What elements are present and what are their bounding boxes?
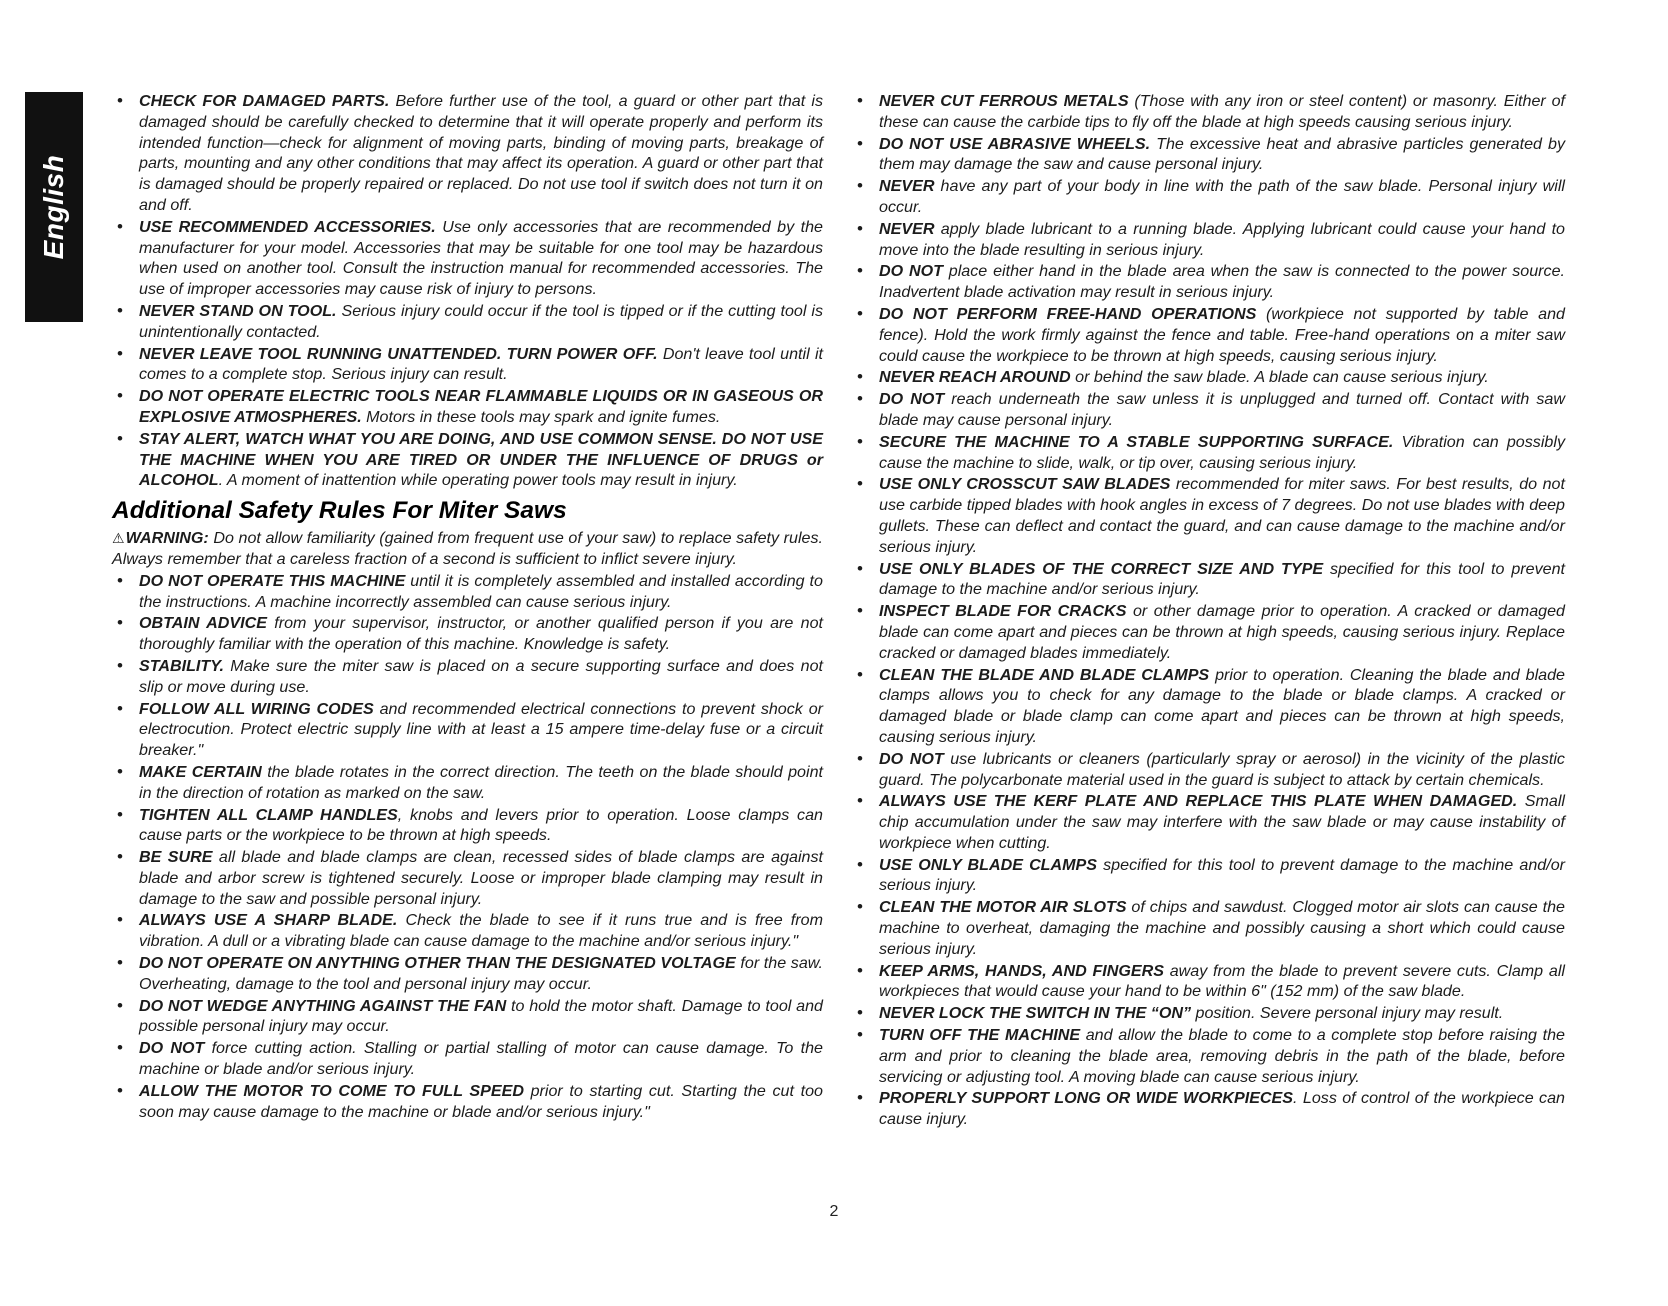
rule-heading: DO NOT USE ABRASIVE WHEELS.: [879, 134, 1151, 153]
rule-text: , knobs and levers prior to operation. Loose clamps can cause parts or the workpiece to be thrown at high speeds.: [139, 805, 823, 845]
rule-heading: NEVER REACH AROUND: [879, 368, 1071, 387]
rule-text: Serious injury could occur if the tool is tipped or if the cutting tool is unintentionally contacted.: [139, 301, 824, 341]
rule-heading: DO NOT PERFORM FREE-HAND OPERATIONS: [879, 304, 1257, 323]
safety-rule-item: [857, 665, 1565, 748]
rule-text: The excessive heat and abrasive particles generated by them may damage the saw and cause personal injury.: [879, 134, 1565, 174]
rule-heading: USE RECOMMENDED ACCESSORIES.: [139, 217, 436, 236]
warning-label: WARNING:: [125, 529, 209, 548]
rule-heading: DO NOT: [879, 749, 944, 768]
rule-heading: MAKE CERTAIN: [139, 762, 262, 781]
rule-heading: NEVER: [879, 219, 935, 238]
safety-rule-item: [857, 791, 1565, 853]
rule-text: (workpiece not supported by table and fence). Hold the work firmly against the fence and table. Free-hand operations on a miter saw could cause the workpiece to be thrown at high speeds, causing serious injury.: [879, 304, 1566, 365]
rule-text: Vibration can possibly cause the machine to slide, walk, or tip over, causing serious injury.: [879, 432, 1565, 472]
rule-heading: STABILITY.: [139, 656, 224, 675]
safety-rule-item: [857, 219, 1565, 261]
rule-text: Before further use of the tool, a guard or other part that is damaged should be carefully checked to determine that it will operate properly and perform its intended function—check for alignment of moving parts, binding of moving parts, breakage of parts, mounting and any other conditions that may affect its operation. A guard or other part that is damaged should be properly repaired or replaced. Do not use tool if switch does not turn it on and off.: [139, 92, 823, 214]
rule-text: Make sure the miter saw is placed on a secure supporting surface and does not slip or move during use.: [139, 656, 823, 696]
safety-rule-item: [857, 1088, 1565, 1130]
rule-text: apply blade lubricant to a running blade. Applying lubricant could cause your hand to move into the blade resulting in serious injury.: [879, 219, 1565, 259]
rule-text: all blade and blade clamps are clean, recessed sides of blade clamps are against blade and arbor screw is tightened securely. Loose or improper blade clamping may result in damage to the saw and possible personal injury.: [139, 848, 824, 908]
rule-text: prior to starting cut. Starting the cut too soon may cause damage to the machine or blade and/or serious injury.": [139, 1081, 823, 1121]
rule-heading: TURN OFF THE MACHINE: [879, 1026, 1081, 1045]
rule-heading: DO NOT OPERATE ON ANYTHING OTHER THAN THE DESIGNATED VOLTAGE: [139, 954, 736, 973]
rule-text: from your supervisor, instructor, or another qualified person if you are not thoroughly familiar with the operation of this machine. Knowledge is safety.: [139, 614, 823, 654]
rule-heading: PROPERLY SUPPORT LONG OR WIDE WORKPIECES: [879, 1089, 1294, 1108]
rule-heading: STAY ALERT, WATCH WHAT YOU ARE DOING, AND USE COMMON SENSE. DO NOT USE THE MACHINE WHEN YOU ARE TIRED OR UNDER THE INFLUENCE OF DRUGS or ALCOHOL: [139, 429, 823, 490]
rule-text: prior to operation. Cleaning the blade and blade clamps allows you to check for any damage to the blade or blade clamps. A cracked or damaged blade or blade clamp can come apart and pieces can be thrown at high speeds, causing serious injury.: [879, 665, 1566, 746]
rule-heading: FOLLOW ALL WIRING CODES: [139, 699, 374, 718]
safety-rule-item: [857, 91, 1565, 133]
rule-text: Use only accessories that are recommended by the manufacturer for your model. Accessories that may be suitable for one tool may be hazardous when used on another tool. Consult the instruction manual for recommended accessories. The use of improper accessories may cause risk of injury to persons.: [139, 217, 823, 299]
safety-rule-item: [117, 996, 823, 1038]
rule-heading: DO NOT: [139, 1039, 205, 1058]
rule-heading: INSPECT BLADE FOR CRACKS: [879, 602, 1127, 621]
language-side-tab: [25, 92, 83, 322]
rule-text: force cutting action. Stalling or partial stalling of motor can cause damage. To the machine or blade and/or serious injury.: [139, 1039, 823, 1079]
safety-rule-item: [857, 134, 1565, 176]
safety-rule-item: [117, 301, 823, 343]
safety-rule-item: [117, 1081, 823, 1123]
rule-heading: NEVER: [879, 177, 935, 196]
rule-heading: ALWAYS USE THE KERF PLATE AND REPLACE THIS PLATE WHEN DAMAGED.: [879, 792, 1518, 811]
safety-rule-item: [857, 176, 1565, 218]
rule-heading: DO NOT OPERATE ELECTRIC TOOLS NEAR FLAMMABLE LIQUIDS OR IN GASEOUS OR EXPLOSIVE ATMOSPHERES.: [139, 387, 823, 426]
rule-text: . Loss of control of the workpiece can cause injury.: [879, 1089, 1565, 1129]
safety-rule-item: [117, 91, 823, 216]
safety-rule-item: [117, 613, 823, 655]
left-column: [112, 91, 824, 1123]
safety-rule-item: [857, 601, 1565, 663]
rule-text: the blade rotates in the correct direction. The teeth on the blade should point in the direction of rotation as marked on the saw.: [139, 762, 823, 802]
rule-heading: ALWAYS USE A SHARP BLADE.: [139, 911, 398, 930]
rule-text: or behind the saw blade. A blade can cause serious injury.: [1070, 368, 1489, 387]
safety-rule-item: [857, 1025, 1565, 1087]
safety-rule-item: [117, 656, 823, 698]
section-title: Additional Safety Rules For Miter Saws: [112, 497, 567, 525]
rule-text: and recommended electrical connections to prevent shock or electrocution. Protect electric supply line with at least a 15 ampere time-delay fuse or a circuit breaker.": [139, 699, 824, 760]
rule-heading: DO NOT WEDGE ANYTHING AGAINST THE FAN: [139, 996, 507, 1015]
rule-text: Check the blade to see if it runs true and is free from vibration. A dull or a vibrating blade can cause damage to the machine and/or serious injury.": [139, 911, 823, 951]
rule-heading: NEVER STAND ON TOOL.: [139, 301, 337, 320]
miter-saw-rules-list-continued: [857, 91, 1565, 1130]
warning-paragraph: [112, 528, 823, 570]
rule-text: (Those with any iron or steel content) or masonry. Either of these can cause the carbide tips to fly off the blade at high speeds causing serious injury.: [879, 92, 1565, 131]
safety-rule-item: [117, 429, 823, 491]
rule-text: Motors in these tools may spark and ignite fumes.: [361, 407, 721, 426]
safety-rule-item: [857, 897, 1565, 959]
safety-rule-item: [117, 762, 823, 804]
rule-heading: DO NOT OPERATE THIS MACHINE: [139, 571, 406, 590]
rule-text: specified for this tool to prevent damage to the machine and/or serious injury.: [879, 559, 1565, 599]
safety-rule-item: [857, 389, 1565, 431]
miter-saw-rules-list: [117, 571, 823, 1123]
rule-heading: ALLOW THE MOTOR TO COME TO FULL SPEED: [139, 1081, 524, 1100]
safety-rule-item: [857, 749, 1565, 791]
rule-text: reach underneath the saw unless it is unplugged and turned off. Contact with saw blade may cause personal injury.: [879, 390, 1565, 429]
rule-text: for the saw. Overheating, damage to the tool and personal injury may occur.: [139, 954, 823, 993]
rule-heading: NEVER CUT FERROUS METALS: [879, 92, 1129, 110]
warning-triangle-icon: ⚠: [112, 530, 125, 547]
safety-rule-item: [117, 910, 823, 952]
safety-rule-item: [117, 217, 823, 300]
safety-rule-item: [117, 344, 823, 386]
rule-heading: KEEP ARMS, HANDS, AND FINGERS: [879, 961, 1164, 980]
language-label: English: [38, 154, 69, 260]
rule-heading: TIGHTEN ALL CLAMP HANDLES: [139, 805, 398, 824]
safety-rule-item: [117, 699, 823, 761]
rule-text: recommended for miter saws. For best results, do not use carbide tipped blades with hook angles in excess of 7 degrees. Do not use blades with deep gullets. These can deflect and contact the guard, and can cause damage to the machine and/or serious injury.: [879, 475, 1565, 556]
general-safety-list: [117, 91, 823, 491]
rule-text: and allow the blade to come to a complete stop before raising the arm and prior to cleaning the blade area, removing debris in the path of the blade, before servicing or adjusting tool. A moving blade can cause serious injury.: [879, 1026, 1565, 1086]
rule-heading: BE SURE: [139, 848, 213, 867]
rule-heading: DO NOT: [879, 390, 945, 409]
rule-text: place either hand in the blade area when the saw is connected to the power source. Inadvertent blade activation may result in serious injury.: [879, 262, 1565, 302]
safety-rule-item: [857, 432, 1565, 474]
safety-rule-item: [857, 474, 1565, 557]
rule-text: position. Severe personal injury may result.: [1191, 1004, 1504, 1023]
rule-text: to hold the motor shaft. Damage to tool and possible personal injury may occur.: [139, 996, 823, 1036]
safety-rule-item: [857, 961, 1565, 1003]
rule-text: Small chip accumulation under the saw may interfere with the saw blade or may cause instability of workpiece when cutting.: [879, 792, 1565, 852]
rule-text: Don't leave tool until it comes to a complete stop. Serious injury can result.: [139, 344, 823, 384]
rule-heading: DO NOT: [879, 262, 943, 281]
safety-rule-item: [857, 855, 1565, 897]
rule-heading: USE ONLY BLADE CLAMPS: [879, 855, 1098, 874]
rule-heading: NEVER LOCK THE SWITCH IN THE “ON”: [879, 1004, 1192, 1023]
safety-rule-item: [117, 571, 823, 613]
rule-text: have any part of your body in line with the path of the saw blade. Personal injury will occur.: [879, 177, 1565, 216]
rule-heading: CLEAN THE MOTOR AIR SLOTS: [879, 898, 1127, 917]
safety-rule-item: [857, 559, 1565, 601]
page-number: 2: [829, 1203, 839, 1220]
rule-text: or other damage prior to operation. A cracked or damaged blade can come apart and pieces can be thrown at high speeds, causing serious injury. Replace cracked or damaged blades immediately.: [879, 602, 1565, 662]
safety-rule-item: [117, 953, 823, 995]
rule-heading: NEVER LEAVE TOOL RUNNING UNATTENDED. TURN POWER OFF.: [139, 344, 658, 363]
safety-rule-item: [857, 1003, 1565, 1024]
rule-text: until it is completely assembled and installed according to the instructions. A machine incorrectly assembled can cause serious injury.: [139, 571, 823, 611]
right-column: [857, 91, 1565, 1131]
safety-rule-item: [117, 805, 823, 847]
warning-text: Do not allow familiarity (gained from frequent use of your saw) to replace safety rules. Always remember that a careless fraction of a second is sufficient to inflict severe injury.: [112, 529, 823, 568]
rule-heading: OBTAIN ADVICE: [139, 614, 267, 633]
safety-rule-item: [857, 304, 1565, 366]
rule-text: of chips and sawdust. Clogged motor air slots can cause the machine to overheat, damaging the machine and possibly causing a short which could cause serious injury.: [879, 898, 1565, 958]
safety-rule-item: [117, 386, 823, 428]
safety-rule-item: [857, 261, 1565, 303]
rule-heading: SECURE THE MACHINE TO A STABLE SUPPORTING SURFACE.: [879, 432, 1394, 451]
rule-text: use lubricants or cleaners (particularly spray or aerosol) in the vicinity of the plastic guard. The polycarbonate material used in the guard is subject to attack by certain chemicals.: [879, 749, 1565, 789]
rule-text: specified for this tool to prevent damage to the machine and/or serious injury.: [879, 855, 1565, 895]
safety-rule-item: [117, 847, 823, 909]
rule-heading: USE ONLY BLADES OF THE CORRECT SIZE AND TYPE: [879, 559, 1324, 578]
rule-heading: CHECK FOR DAMAGED PARTS.: [139, 92, 390, 110]
safety-rule-item: [117, 1038, 823, 1080]
rule-text: away from the blade to prevent severe cuts. Clamp all workpieces that would cause your hand to be within 6" (152 mm) of the saw blade.: [879, 961, 1565, 1001]
rule-text: . A moment of inattention while operating power tools may result in injury.: [218, 471, 738, 490]
rule-heading: USE ONLY CROSSCUT SAW BLADES: [879, 475, 1171, 494]
safety-rule-item: [857, 367, 1565, 388]
rule-heading: CLEAN THE BLADE AND BLADE CLAMPS: [879, 665, 1210, 684]
